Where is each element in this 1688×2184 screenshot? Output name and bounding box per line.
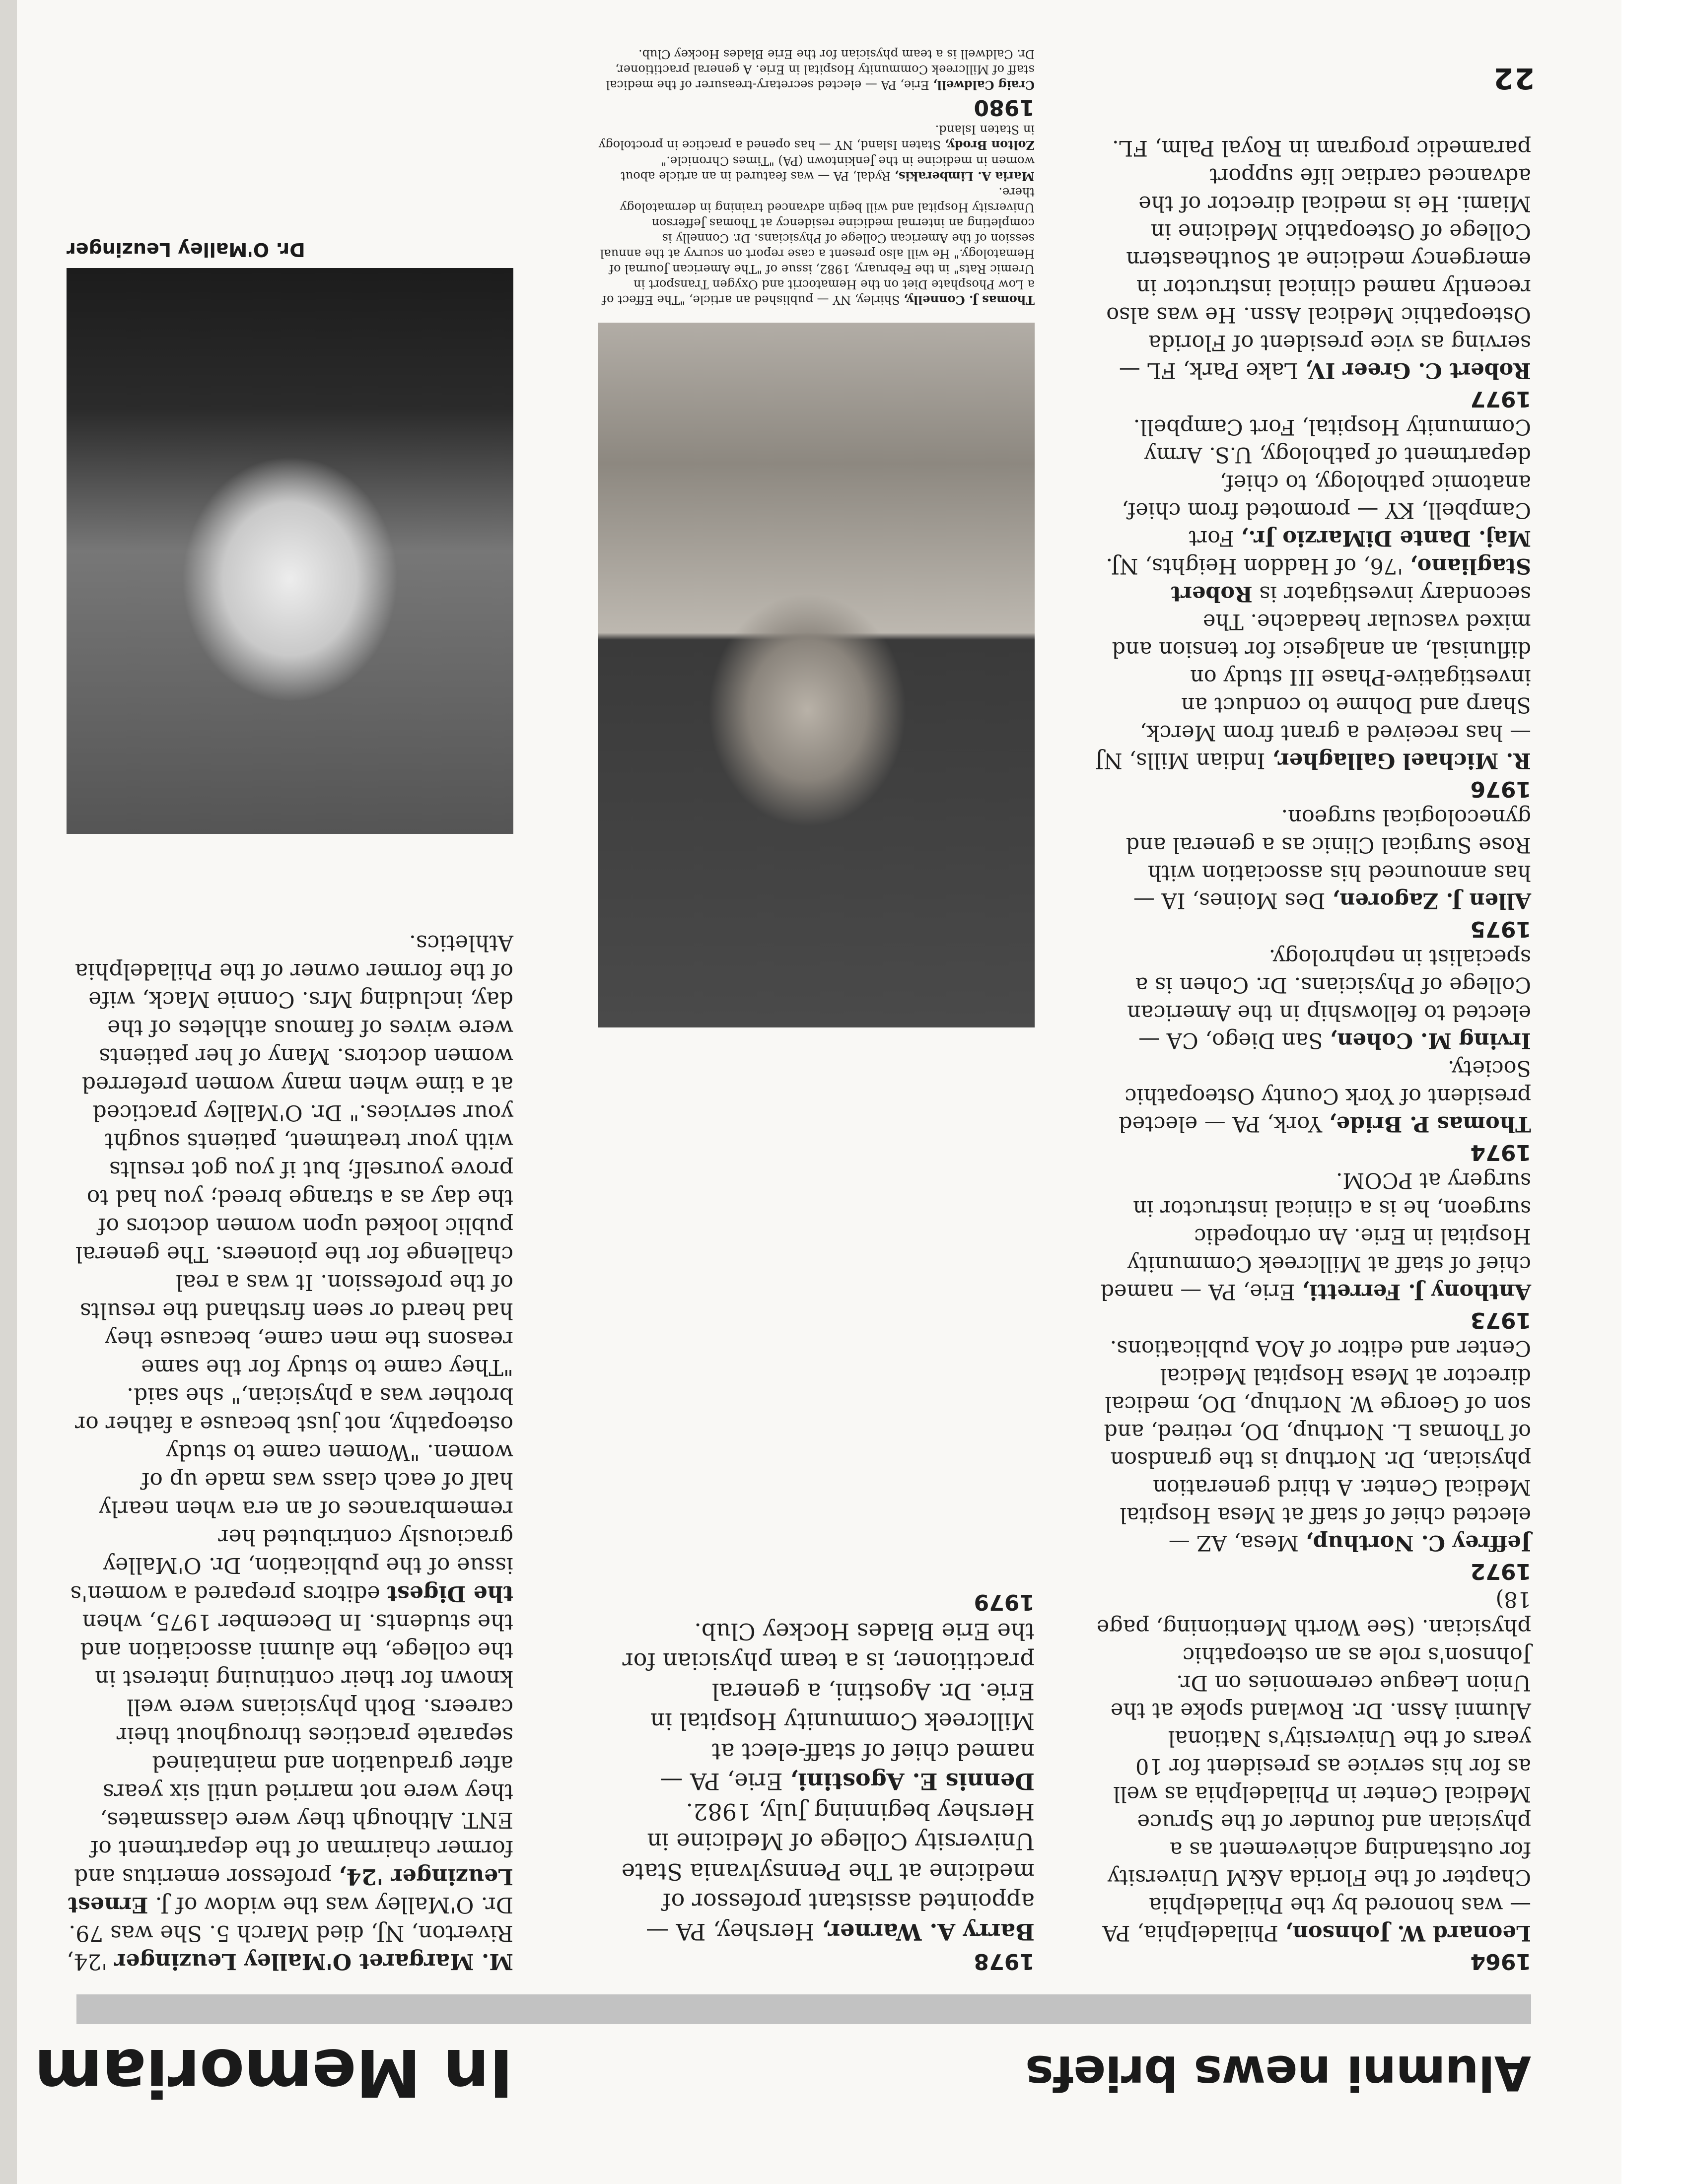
news-column-1 [1094, 134, 1531, 1976]
news-entry [598, 46, 1035, 93]
entry-text: Rydal, PA — was featured in an article about women in medicine in the Jenkintown (PA) "Times Chronicle." [621, 154, 1035, 183]
alumnus-name: Zolton Brody, [944, 138, 1035, 152]
magazine-page-rotated [17, 0, 1621, 2184]
entry-text: Mesa, AZ — elected chief of staff at Mesa Hospital Medical Center. A third generation physician, Dr. Northup is the grandson of Thomas L. Northup, DO, retired, and son of George W. Northup, DO, medical director at Mesa Hospital Medical Center and editor of AOA publications. [1104, 1336, 1531, 1555]
entry-text: Des Moines, IA — has announced his association with Rose Surgical Clinic as a general and gynecological surgeon. [1125, 805, 1531, 913]
year-heading: 1979 [974, 1589, 1035, 1615]
year-heading: 1973 [1470, 1307, 1531, 1333]
year-heading: 1974 [1470, 1140, 1531, 1165]
year-heading: 1975 [1470, 916, 1531, 942]
alumnus-name: Jeffrey C. Northup, [1305, 1530, 1531, 1555]
year-heading: 1978 [974, 1949, 1035, 1974]
entry-text: Fort Campbell, KY — promoted from chief, anatomic pathology, to chief, department of pathology, U.S. Army Community Hospital, Fort Campbell. [1122, 414, 1531, 550]
news-entry [1094, 1166, 1531, 1305]
leuzinger-photo [67, 268, 513, 834]
alumni-news-title: Alumni news briefs [1026, 2045, 1531, 2101]
news-entry [1094, 1585, 1531, 1947]
entry-text: Shirley, NY — published an article, "The Effect of a Low Phosphate Diet on the Hematocrit and Oxygen Transport in Uremic Rats" in the February, 1982, issue of "The American Journal of Hematology." He will also present a case report on scurvy at the annual session of the American College of Physicians. Dr. Connelly is completing an internal medicine residency at Thomas Jefferson University Hospital and will begin advanced training in dermatology there. [600, 185, 1035, 307]
alumnus-name: Craig Caldwell, [933, 78, 1035, 92]
in-memoriam-title: In Memoriam [34, 2034, 513, 2111]
alumnus-name: Barry A. Warner, [822, 1918, 1035, 1945]
year-heading: 1964 [1470, 1949, 1531, 1974]
news-entry [1094, 552, 1531, 774]
news-entry [598, 1797, 1035, 1947]
alumnus-name: Robert C. Greer IV, [1305, 358, 1531, 383]
alumnus-name: Maria A. Limberakis, [894, 169, 1035, 184]
alumnus-name: Thomas J. Connelly, [904, 293, 1035, 307]
news-entry [1094, 134, 1531, 384]
entry-text: Philadelphia, PA — was honored by the Philadelphia Chapter of the Florida A&M University for outstanding achievement as a physician and founder of the Spruce Medical Center in Philadelphia as well as for his service as president for 10 years of the University's National Alumni Assn. Dr. Rowland spoke at the Union League ceremonies on Dr. Johnson's role as an osteopathic physician. (See Worth Mentioning, page 18) [1096, 1587, 1531, 1945]
entry-text: Erie, PA — named chief of staff-elect at Millcreek Community Hospital in Erie. Dr. Agostini, a general practitioner, is a team physician for the Erie Blades Hockey Club. [622, 1618, 1035, 1795]
header-rule [76, 1994, 1531, 2024]
page-number: 22 [1492, 62, 1535, 95]
alumnus-name: Anthony J. Ferretti, [1302, 1279, 1531, 1304]
alumnus-name: Leonard W. Johnson, [1285, 1920, 1531, 1945]
alumnus-name: Dennis E. Agostini, [790, 1768, 1035, 1795]
news-entry [598, 1617, 1035, 1797]
entry-text: Indian Mills, NJ — has received a grant from Merck, Sharp and Dohme to conduct an investigative-Phase III study on diflunisal, an analgesic for tension and mixed vascular headache. The secondary investigator is [1095, 581, 1531, 773]
entry-text: Erie, PA — elected secretary-treasurer of the medical staff of Millcreek Community Hospital in Erie. A general practitioner, Dr. Caldwell is a team physician for the Erie Blades Hockey Club. [606, 47, 1035, 92]
leuzinger-caption: Dr. O'Malley Leuzinger [67, 239, 305, 261]
news-entry [1094, 413, 1531, 552]
news-entry [1094, 1334, 1531, 1557]
year-heading: 1976 [1470, 776, 1531, 802]
memoriam-name: M. Margaret O'Malley Leuzinger [114, 1949, 513, 1974]
entry-text: York, PA — elected president of York County Osteopathic Society. [1119, 1056, 1531, 1136]
year-heading: 1980 [974, 95, 1035, 120]
alumnus-name: Allen J. Zagoren, [1332, 888, 1531, 913]
news-column-2 [598, 1588, 1035, 1976]
memoriam-column [67, 929, 513, 1976]
news-entry [1094, 1054, 1531, 1138]
alumnus-name: Irving M. Cohen, [1330, 1028, 1531, 1053]
entry-text: Staten Island, NY — has opened a practice in proctology in Staten Island. [598, 123, 1035, 152]
entry-text: Hershey, PA — appointed assistant professor of medicine at The Pennsylvania State University College of Medicine in Hershey beginning July, 1982. [621, 1798, 1035, 1945]
alumnus-name: R. Michael Gallagher, [1272, 748, 1531, 773]
alumnus-name: Thomas P. Bride, [1329, 1111, 1531, 1136]
entry-text: Erie, PA — named chief of staff at Millcreek Community Hospital in Erie. An orthopedic surgeon, he is a clinical instructor in surgery at PCOM. [1100, 1168, 1531, 1304]
entry-text: '76, of Haddon Heights, NJ. [1106, 553, 1410, 578]
news-entry [598, 153, 1035, 184]
alumnus-name: Maj. Dante DiMarzio Jr., [1241, 526, 1531, 550]
news-column-2-lower [598, 46, 1035, 308]
scan-edge [0, 0, 17, 2184]
entry-text: Lake Park, FL — serving as vice president of Florida Osteopathic Medical Assn. He was also recently named clinical instructor in emergency medicine at Southeastern College of Osteopathic Medicine in Miami. He is medical director of the advanced cardiac life support paramedic program in Royal Palm, FL. [1106, 136, 1531, 383]
memoriam-text: M. Margaret O'Malley Leuzinger '24, Riverton, NJ, died March 5. She was 79. Dr. O'Malley was the widow of J. Ernest Leuzinger '24, professor emeritus and former chairman of the department of ENT. Although they were classmates, they were not married until six years after graduation and maintained separate practices throughout their careers. Both physicians were well known for their continuing interest in the college, the alumni association and the students. In December 1975, when the Digest editors prepared a women's issue of the publication, Dr. O'Malley graciously contributed her remembrances of an era when nearly half of each class was made up of women. "Women came to study osteopathy, not just because a father or brother was a physician," she said. "They came to study for the same reasons the men came, because they had heard or seen firsthand the results of the profession. It was a real challenge for the pioneers. The general public looked upon women doctors of the day as a strange breed; you had to prove yourself; but if you got results with your treatment, patients sought your services." Dr. O'Malley practiced at a time when many women preferred women doctors. Many of her patients were wives of famous athletes of the day, including Mrs. Connie Mack, wife of the former owner of the Philadelphia Athletics. [67, 930, 513, 1974]
news-entry [598, 122, 1035, 153]
news-entry [1094, 803, 1531, 914]
year-heading: 1972 [1470, 1559, 1531, 1584]
news-entry [598, 184, 1035, 308]
connelly-photo [598, 323, 1035, 1027]
alumnus-name: Robert Stagliano, [1171, 553, 1531, 606]
news-entry [1094, 943, 1531, 1054]
entry-text: San Diego, CA — elected to fellowship in the American College of Physicians. Dr. Cohen is a specialist in nephrology. [1127, 945, 1531, 1053]
year-heading: 1977 [1470, 386, 1531, 411]
